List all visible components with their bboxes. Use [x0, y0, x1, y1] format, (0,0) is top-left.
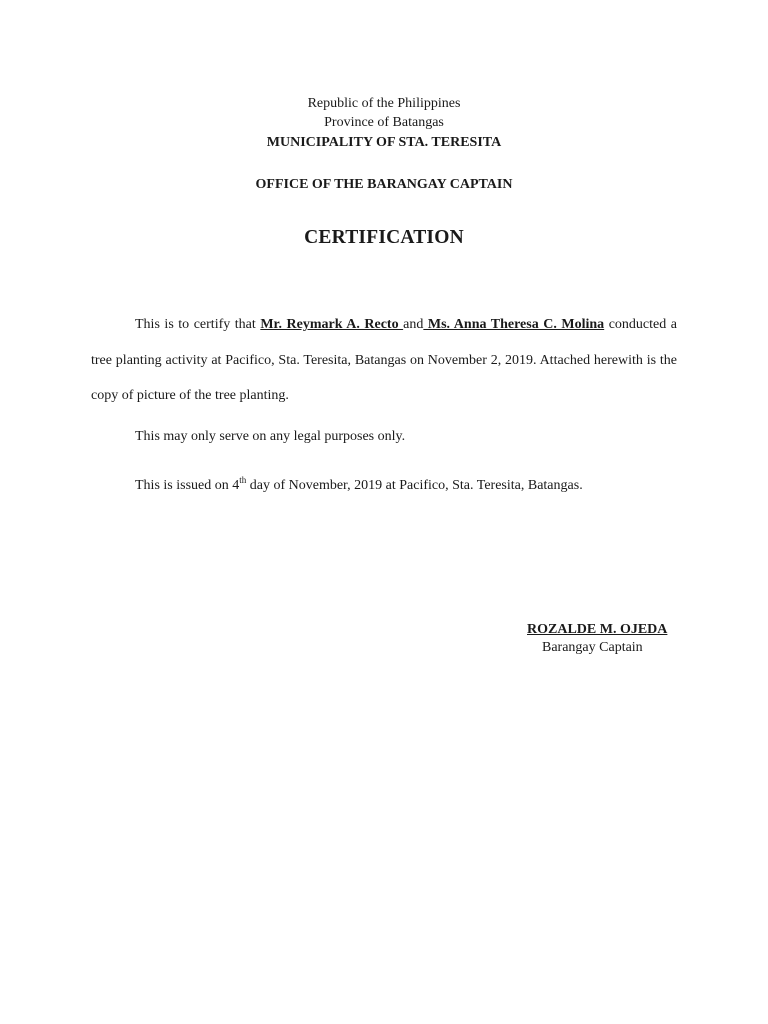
header-office: OFFICE OF THE BARANGAY CAPTAIN — [255, 177, 513, 192]
p1-intro: This is to certify that — [135, 317, 261, 332]
header-municipality: MUNICIPALITY OF STA. TERESITA — [266, 135, 502, 150]
certification-paragraph — [91, 307, 677, 414]
p1-and: and — [403, 317, 424, 332]
p1-rest: conducted a tree planting activity at Pacifico, Sta. Teresita, Batangas on November 2, 2019. Attached herewith is the copy of picture of the tree planting. — [91, 317, 677, 403]
header-republic: Republic of the Philippines — [307, 96, 461, 111]
issuance-paragraph — [135, 476, 675, 495]
certified-person-1: Mr. Reymark A. Recto — [260, 317, 404, 332]
purpose-paragraph: This may only serve on any legal purposes only. — [135, 429, 406, 444]
ordinal-suffix: th — [239, 475, 247, 485]
document-title: CERTIFICATION — [304, 227, 464, 248]
certified-person-2: Ms. Anna Theresa C. Molina — [423, 317, 605, 332]
signatory-position: Barangay Captain — [542, 640, 643, 655]
p3-start: This is issued on 4 — [135, 478, 240, 493]
header-province: Province of Batangas — [324, 115, 444, 130]
signatory-name: ROZALDE M. OJEDA — [527, 622, 668, 637]
p3-end: day of November, 2019 at Pacifico, Sta. Teresita, Batangas. — [246, 478, 583, 493]
